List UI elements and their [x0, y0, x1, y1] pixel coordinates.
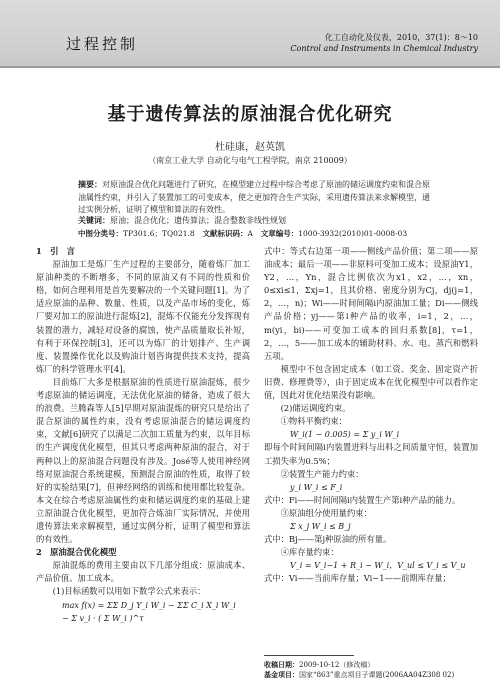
body-paragraph: 原油加工是炼厂生产过程的主要部分，随着炼厂加工原油种类的不断增多，不同的原油又有不同的性质和价格，如何合理利用是首先要解决的一个关键问题[1]。为了适应原油的品种、数量、性质，以及产品市场的变化，炼厂要对加工的原油进行混炼[2]，混炼不仅能充分发挥现有装置的潜力，减轻对设备的腐蚀，使产品质量取长补短，有利于环保控制[3]，还可以为炼厂的计划排产、生产调度、装置操作优化以及购油计划咨询提供技术支持，提高炼厂的科学管理水平[4]。: [36, 259, 250, 374]
body-paragraph: (1)目标函数可以用如下数学公式来表示：: [52, 586, 206, 597]
body-paragraph: 模型中不包含固定成本（如工资、奖金、固定资产折旧费、修理费等），由于固定成本在优化模型中可以看作定值，因此对优化结果没有影响。: [264, 363, 478, 401]
journal-info: [290, 32, 478, 54]
clc-value: TP301.6；TQ021.8: [123, 229, 195, 238]
equation: − Σ v_i · ( Σ W_i )^τ: [62, 613, 144, 623]
abstract-label: 摘要：: [78, 179, 102, 189]
section-title: 过程控制: [66, 35, 139, 53]
journal-citation: 化工自动化及仪表，2010，37(1)：8～10: [324, 33, 478, 42]
equation: max f(x) = ΣΣ D_j Y_i W_i − ΣΣ C_i X_i W_i: [62, 600, 236, 610]
received-value: 2009-10-12（修改稿）: [299, 661, 375, 669]
body-paragraph: 式中：等式右边第一项——侧线产品价值；第二项——原油成本；最后一项——非原料可变加工成本；设原油Y1，Y2，…，Yn，混合比例依次为x1，x2，…，xn，0≤xi≤1，Σxj=1，且其价格、密度分别为Cj，dj(j=1，2，…，n)；Wi——时间间隔i内原油加工量；Di——侧线产品价格；yj——第i种产品的收率，i=1，2，…，m(yi，bi)——可变加工成本的回归系数[8]，τ=1，2，…，5——加工成本的辅助材料、水、电、蒸汽和燃料五项。: [264, 246, 478, 361]
section-heading: 2 原油混合优化模型: [36, 547, 117, 558]
paper-title: 基于遗传算法的原油混合优化研究: [107, 104, 393, 125]
article-id-label: 文章编号：: [260, 229, 299, 238]
body-paragraph: 即每个时间间隔i内装置进料与出料之间质量守恒，装置加工损失率为0.5%；: [264, 442, 478, 466]
article-id-value: 1000-3932(2010)01-0008-03: [298, 229, 408, 238]
section-heading: 1 引 言: [36, 246, 75, 256]
keywords-text: 原油；混合优化；遗传算法；混合整数非线性规划: [110, 216, 286, 225]
paper-authors: 杜硅康，赵英凯: [215, 142, 285, 153]
body-paragraph: 原油混炼的费用主要由以下几部分组成：原油成本、产品价值、加工成本。: [36, 560, 250, 584]
body-paragraph: 式中：Vi——当前库存量；Vi−1——前期库存量；: [264, 573, 451, 584]
footnote: [264, 660, 494, 680]
received-label: 收稿日期：: [264, 660, 299, 669]
abstract-text: 对原油混合优化问题进行了研究，在模型建立过程中综合考虑了原油的储运调度约束和混合原油属性约束，并引入了装置加工的可变成本，使之更加符合生产实际，采用遗传算法来求解模型，通过实例分析，证明了模型和算法的有效性。: [78, 180, 430, 214]
keywords-label: 关键词：: [78, 215, 110, 225]
body-paragraph: (2)储运调度约束。: [280, 403, 351, 414]
classification-line: [78, 228, 438, 239]
fund-info: [264, 670, 494, 680]
equation: y_i W_i ≤ F_i: [290, 482, 343, 492]
body-paragraph: 式中：Bj——第j种原油的所有量。: [264, 534, 392, 545]
abstract: [78, 178, 430, 217]
body-paragraph: 式中：Fi——时间间隔i内装置生产第i种产品的能力。: [264, 494, 461, 505]
doc-code-label: 文献标识码：: [202, 229, 248, 238]
equation: Σ x_j W_i ≤ B_j: [290, 521, 351, 531]
keywords: [78, 215, 430, 226]
fund-label: 基金项目：: [264, 670, 299, 679]
received-date: [264, 660, 494, 670]
header-rule: [0, 66, 500, 68]
body-paragraph: ④库存量约束：: [280, 547, 339, 558]
right-column: [264, 245, 478, 585]
body-paragraph: ③原油组分使用量约束：: [280, 507, 372, 518]
fund-value: 国家“863”重点项目子课题(2006AA04Z308 02): [299, 671, 455, 679]
equation: W_i(1 − 0.005) = Σ y_i W_i: [290, 430, 400, 440]
footnote-rule: [264, 655, 354, 656]
body-paragraph: ①物料平衡约束：: [280, 416, 347, 427]
clc-label: 中图分类号：: [78, 229, 123, 238]
journal-name-en: Control and Instruments in Chemical Industry: [290, 44, 478, 53]
left-column: [36, 245, 250, 625]
doc-code-value: A: [247, 229, 253, 238]
body-paragraph: ②装置生产能力约束：: [280, 468, 364, 479]
body-paragraph: 目前炼厂大多是根据原油的性质进行原油混炼，很少考虑原油的储运调度，无法优化原油的储备，造成了很大的浪费。兰腾森等人[5]早期对原油混炼的研究只是给出了混合原油的属性约束，没有考虑原油混合的储运调度约束，文献[6]研究了以满足二次加工质量为约束，以年目标的生产调度优化模型，但其只考虑两种原油的混合，对于两种以上的原油混合问题没有涉及。José等人使用神经网络对原油混合系统建模，预测混合原油的性质，取得了较好的实验结果[7]，但神经网络的训练和使用都比较复杂。本文在综合考虑原油属性约束和储运调度约束的基础上建立原油混合优化模型，更加符合炼油厂实际情况，并使用遗传算法来求解模型，通过实例分析，证明了模型和算法的有效性。: [36, 376, 250, 545]
equation: V_i = V_i−1 + R_i − W_i，V_ul ≤ V_i ≤ V_u: [290, 561, 466, 571]
paper-affiliation: （南京工业大学 自动化与电气工程学院，南京 210009）: [148, 156, 352, 165]
